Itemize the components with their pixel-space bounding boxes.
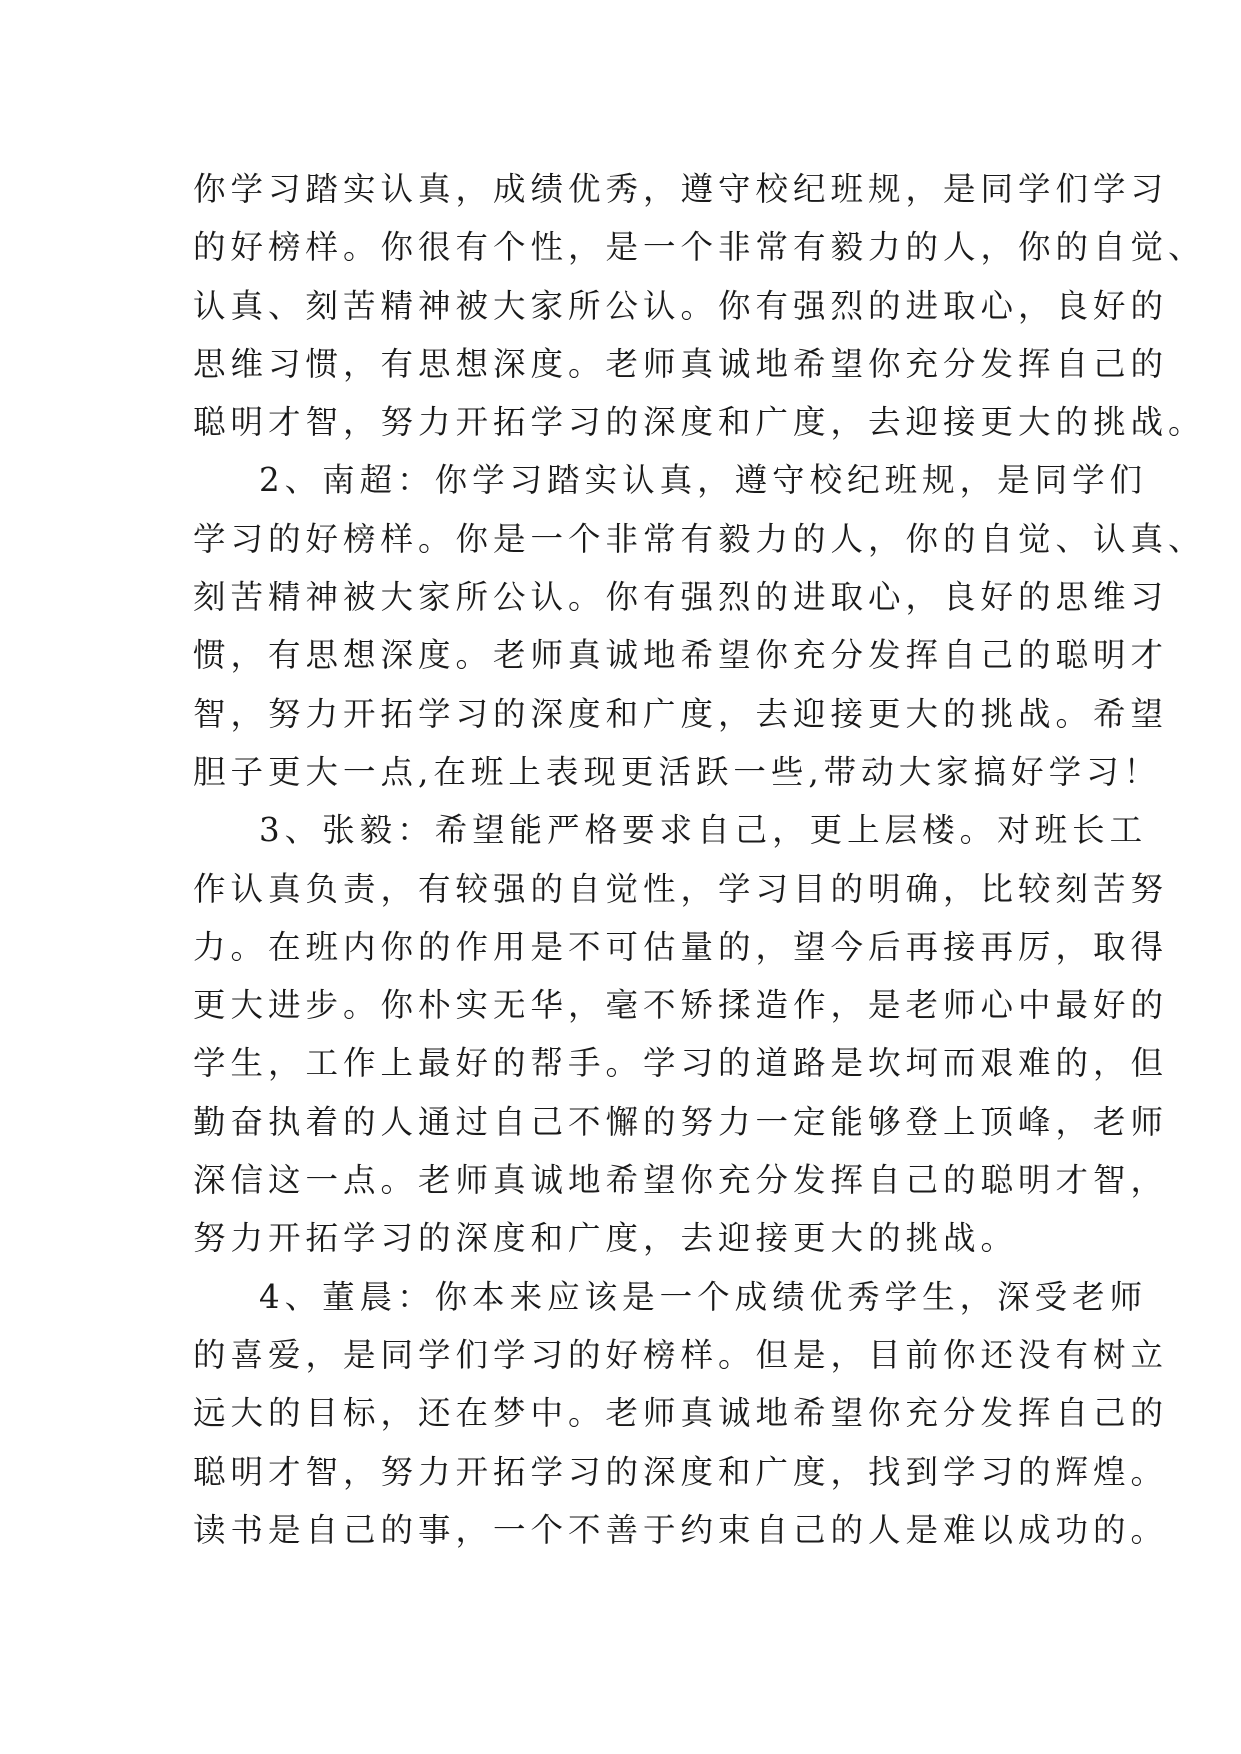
- text-line: 智，努力开拓学习的深度和广度，去迎接更大的挑战。希望: [193, 694, 1169, 733]
- text-line: 学习的好榜样。你是一个非常有毅力的人，你的自觉、认真、: [193, 519, 1206, 558]
- text-line: 胆子更大一点,在班上表现更活跃一些,带动大家搞好学习！: [193, 752, 1162, 791]
- text-line: 深信这一点。老师真诚地希望你充分发挥自己的聪明才智，: [193, 1161, 1169, 1200]
- text-line: 的喜爱，是同学们学习的好榜样。但是，目前你还没有树立: [193, 1335, 1169, 1374]
- paragraph-start-line: 4、董晨：你本来应该是一个成绩优秀学生，深受老师: [259, 1277, 1148, 1316]
- text-line: 认真、刻苦精神被大家所公认。你有强烈的进取心，良好的: [193, 286, 1169, 325]
- text-line: 作认真负责，有较强的自觉性，学习目的明确，比较刻苦努: [193, 869, 1169, 908]
- paragraph-start-line: 2、南超：你学习踏实认真，遵守校纪班规，是同学们: [259, 461, 1148, 500]
- text-line: 刻苦精神被大家所公认。你有强烈的进取心，良好的思维习: [193, 578, 1169, 617]
- paragraph-start-line: 3、张毅：希望能严格要求自己，更上层楼。对班长工: [259, 811, 1148, 850]
- text-line: 远大的目标，还在梦中。老师真诚地希望你充分发挥自己的: [193, 1394, 1169, 1433]
- text-line: 聪明才智，努力开拓学习的深度和广度，找到学习的辉煌。: [193, 1452, 1169, 1491]
- text-line: 读书是自己的事，一个不善于约束自己的人是难以成功的。: [193, 1510, 1169, 1549]
- text-line: 更大进步。你朴实无华，毫不矫揉造作，是老师心中最好的: [193, 986, 1169, 1025]
- text-line: 惯，有思想深度。老师真诚地希望你充分发挥自己的聪明才: [193, 636, 1169, 675]
- text-line: 思维习惯，有思想深度。老师真诚地希望你充分发挥自己的: [193, 344, 1169, 383]
- text-line: 的好榜样。你很有个性，是一个非常有毅力的人，你的自觉、: [193, 228, 1206, 267]
- text-line: 勤奋执着的人通过自己不懈的努力一定能够登上顶峰，老师: [193, 1102, 1169, 1141]
- text-line: 聪明才智，努力开拓学习的深度和广度，去迎接更大的挑战。: [193, 403, 1206, 442]
- text-line: 学生，工作上最好的帮手。学习的道路是坎坷而艰难的，但: [193, 1044, 1169, 1083]
- document-body: [193, 160, 1206, 1559]
- text-line: 你学习踏实认真，成绩优秀，遵守校纪班规，是同学们学习: [193, 170, 1169, 208]
- text-line: 努力开拓学习的深度和广度，去迎接更大的挑战。: [193, 1219, 1019, 1258]
- text-line: 力。在班内你的作用是不可估量的，望今后再接再厉，取得: [193, 927, 1169, 966]
